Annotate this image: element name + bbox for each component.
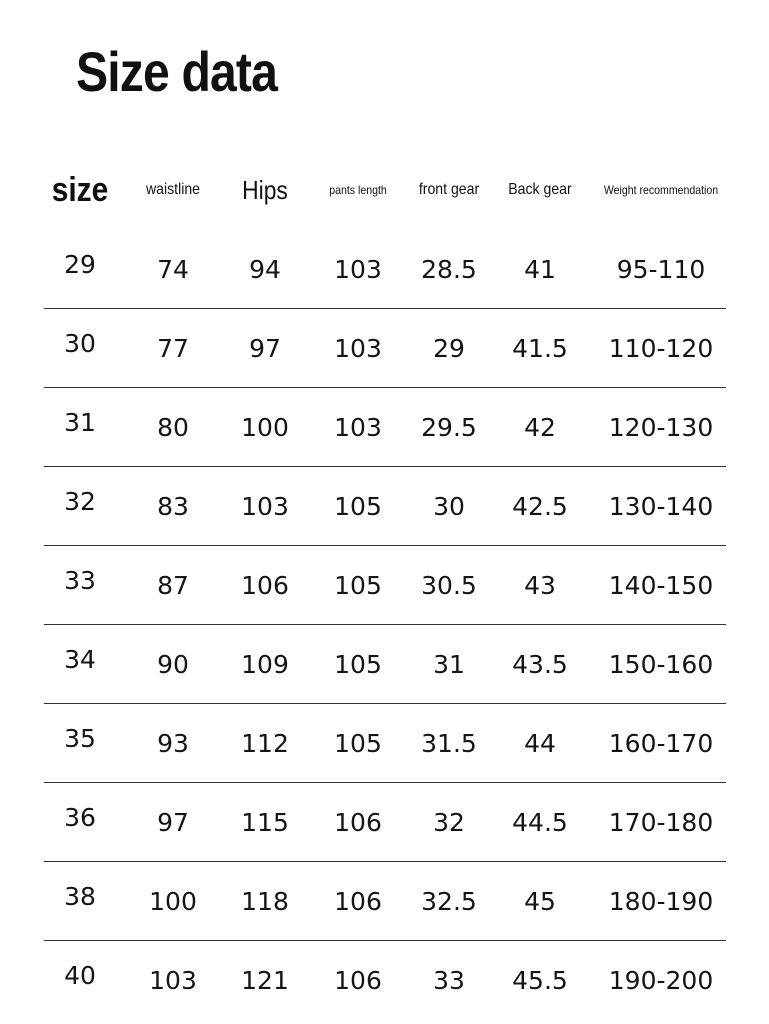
cell-weight-recommendation: 170-180 [608, 808, 714, 837]
column-header-pants-length: pants length [329, 183, 387, 197]
cell-pants-length: 106 [334, 966, 382, 995]
cell-front-gear: 33 [433, 966, 465, 995]
cell-pants-length: 106 [334, 887, 382, 916]
cell-weight-recommendation: 110-120 [608, 334, 714, 363]
cell-waistline: 83 [157, 492, 189, 521]
cell-pants-length: 103 [334, 413, 382, 442]
table-row [44, 388, 726, 467]
table-body [44, 230, 726, 1020]
cell-pants-length: 106 [334, 808, 382, 837]
cell-weight-recommendation: 130-140 [608, 492, 714, 521]
cell-weight-recommendation: 95-110 [616, 255, 706, 284]
cell-back-gear: 43 [524, 571, 556, 600]
cell-pants-length: 105 [334, 650, 382, 679]
cell-back-gear: 41.5 [512, 334, 568, 363]
cell-back-gear: 44 [524, 729, 556, 758]
cell-hips: 112 [241, 729, 289, 758]
cell-front-gear: 28.5 [421, 255, 477, 284]
cell-front-gear: 31.5 [421, 729, 477, 758]
cell-size: 31 [64, 408, 96, 437]
cell-size: 35 [64, 724, 96, 753]
cell-waistline: 100 [149, 887, 197, 916]
cell-waistline: 97 [157, 808, 189, 837]
cell-front-gear: 30 [433, 492, 465, 521]
table-header [44, 150, 726, 230]
table-row [44, 546, 726, 625]
column-header-front-gear: front gear [418, 181, 480, 198]
cell-hips: 115 [241, 808, 289, 837]
cell-waistline: 103 [149, 966, 197, 995]
cell-hips: 103 [241, 492, 289, 521]
cell-size: 38 [64, 882, 96, 911]
cell-pants-length: 105 [334, 571, 382, 600]
cell-front-gear: 29.5 [421, 413, 477, 442]
table-row [44, 309, 726, 388]
cell-waistline: 80 [157, 413, 189, 442]
cell-back-gear: 44.5 [512, 808, 568, 837]
cell-size: 30 [64, 329, 96, 358]
cell-pants-length: 105 [334, 729, 382, 758]
cell-waistline: 90 [157, 650, 189, 679]
cell-waistline: 77 [157, 334, 189, 363]
table-row [44, 941, 726, 1020]
cell-pants-length: 103 [334, 255, 382, 284]
cell-back-gear: 43.5 [512, 650, 568, 679]
cell-hips: 106 [241, 571, 289, 600]
cell-front-gear: 30.5 [421, 571, 477, 600]
cell-pants-length: 105 [334, 492, 382, 521]
cell-weight-recommendation: 120-130 [608, 413, 714, 442]
column-header-back-gear: Back gear [508, 181, 572, 198]
cell-size: 29 [64, 250, 96, 279]
cell-hips: 97 [249, 334, 281, 363]
cell-size: 40 [64, 961, 96, 990]
cell-front-gear: 31 [433, 650, 465, 679]
cell-weight-recommendation: 150-160 [608, 650, 714, 679]
table-row [44, 467, 726, 546]
table-row [44, 230, 726, 309]
cell-front-gear: 32.5 [421, 887, 477, 916]
cell-hips: 118 [241, 887, 289, 916]
cell-weight-recommendation: 160-170 [608, 729, 714, 758]
page-title: Size data [76, 40, 278, 103]
cell-back-gear: 45.5 [512, 966, 568, 995]
table-row [44, 862, 726, 941]
cell-front-gear: 32 [433, 808, 465, 837]
column-header-weight-recommendation: Weight recommendation [603, 183, 719, 197]
cell-hips: 109 [241, 650, 289, 679]
table-row [44, 625, 726, 704]
cell-size: 32 [64, 487, 96, 516]
cell-waistline: 87 [157, 571, 189, 600]
table-row [44, 783, 726, 862]
cell-back-gear: 41 [524, 255, 556, 284]
cell-waistline: 93 [157, 729, 189, 758]
cell-size: 36 [64, 803, 96, 832]
cell-waistline: 74 [157, 255, 189, 284]
cell-back-gear: 42.5 [512, 492, 568, 521]
size-table [44, 150, 726, 1020]
column-header-waistline: waistline [145, 181, 200, 198]
table-row [44, 704, 726, 783]
cell-back-gear: 45 [524, 887, 556, 916]
cell-size: 34 [64, 645, 96, 674]
cell-weight-recommendation: 180-190 [608, 887, 714, 916]
cell-weight-recommendation: 140-150 [608, 571, 714, 600]
cell-hips: 100 [241, 413, 289, 442]
cell-pants-length: 103 [334, 334, 382, 363]
cell-weight-recommendation: 190-200 [608, 966, 714, 995]
column-header-size: size [51, 170, 109, 209]
column-header-hips: Hips [242, 174, 288, 205]
cell-front-gear: 29 [433, 334, 465, 363]
cell-back-gear: 42 [524, 413, 556, 442]
cell-hips: 121 [241, 966, 289, 995]
cell-hips: 94 [249, 255, 281, 284]
cell-size: 33 [64, 566, 96, 595]
